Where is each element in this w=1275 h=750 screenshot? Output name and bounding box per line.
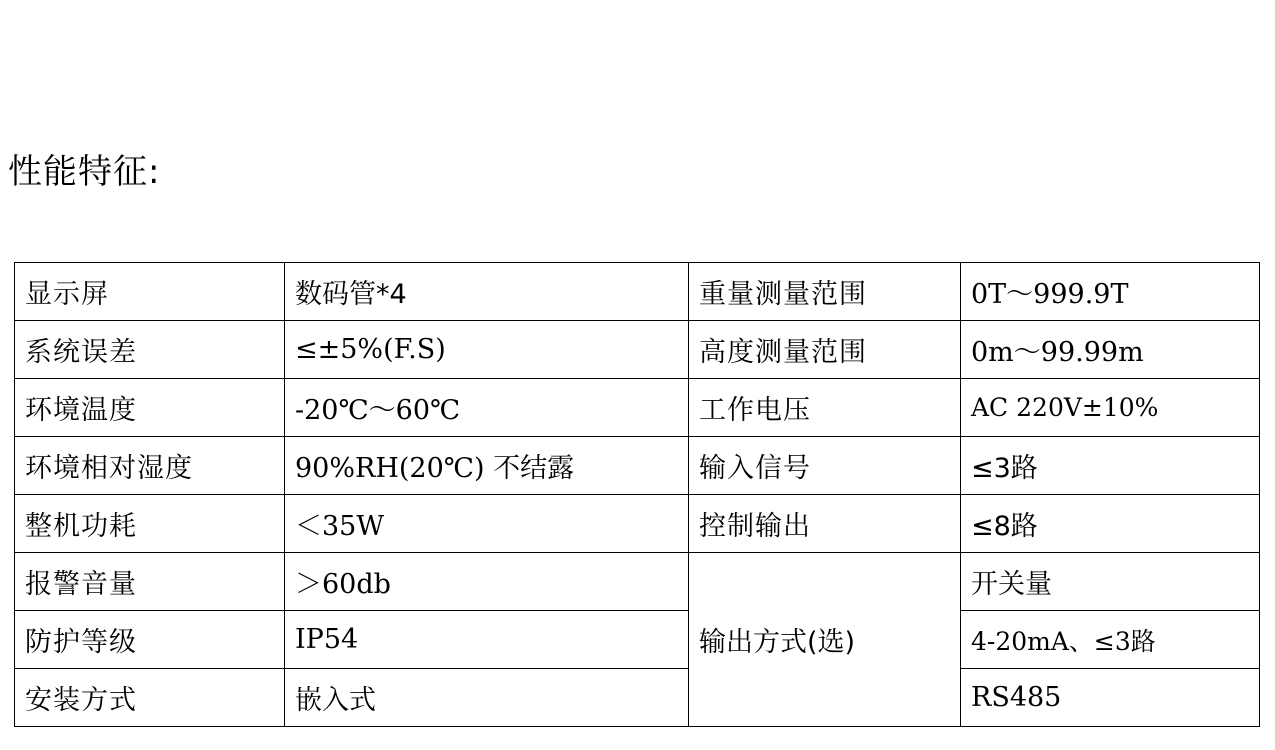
spec-value: ≤8路 bbox=[961, 495, 1260, 553]
spec-label: 报警音量 bbox=[15, 553, 285, 611]
specification-table bbox=[14, 262, 1260, 727]
spec-label: 显示屏 bbox=[15, 263, 285, 321]
spec-label: 整机功耗 bbox=[15, 495, 285, 553]
output-mode-value: 开关量 bbox=[961, 553, 1260, 611]
spec-label: 安装方式 bbox=[15, 669, 285, 727]
spec-label: 工作电压 bbox=[689, 379, 961, 437]
spec-label: 防护等级 bbox=[15, 611, 285, 669]
spec-value: ＞60db bbox=[285, 553, 689, 611]
table-row bbox=[15, 263, 1260, 321]
spec-value: 数码管*4 bbox=[285, 263, 689, 321]
spec-value: 90%RH(20℃) 不结露 bbox=[285, 437, 689, 495]
table-row bbox=[15, 321, 1260, 379]
spec-value: ＜35W bbox=[285, 495, 689, 553]
table-row bbox=[15, 611, 1260, 669]
spec-value: ≤±5%(F.S) bbox=[285, 321, 689, 379]
table-row bbox=[15, 495, 1260, 553]
table-row bbox=[15, 553, 1260, 611]
spec-value: 0T～999.9T bbox=[961, 263, 1260, 321]
output-mode-label: 输出方式(选) bbox=[689, 553, 961, 727]
table-row bbox=[15, 379, 1260, 437]
spec-label: 重量测量范围 bbox=[689, 263, 961, 321]
spec-label: 输入信号 bbox=[689, 437, 961, 495]
spec-value: IP54 bbox=[285, 611, 689, 669]
spec-value: AC 220V±10% bbox=[961, 379, 1260, 437]
spec-value: -20℃～60℃ bbox=[285, 379, 689, 437]
spec-label: 高度测量范围 bbox=[689, 321, 961, 379]
spec-value: ≤3路 bbox=[961, 437, 1260, 495]
table-row bbox=[15, 437, 1260, 495]
spec-label: 环境温度 bbox=[15, 379, 285, 437]
output-mode-value: 4-20mA、≤3路 bbox=[961, 611, 1260, 669]
table-row bbox=[15, 669, 1260, 727]
output-mode-value: RS485 bbox=[961, 669, 1260, 727]
spec-label: 系统误差 bbox=[15, 321, 285, 379]
spec-value: 嵌入式 bbox=[285, 669, 689, 727]
page-title: 性能特征: bbox=[8, 152, 161, 192]
spec-label: 控制输出 bbox=[689, 495, 961, 553]
spec-value: 0m～99.99m bbox=[961, 321, 1260, 379]
spec-label: 环境相对湿度 bbox=[15, 437, 285, 495]
